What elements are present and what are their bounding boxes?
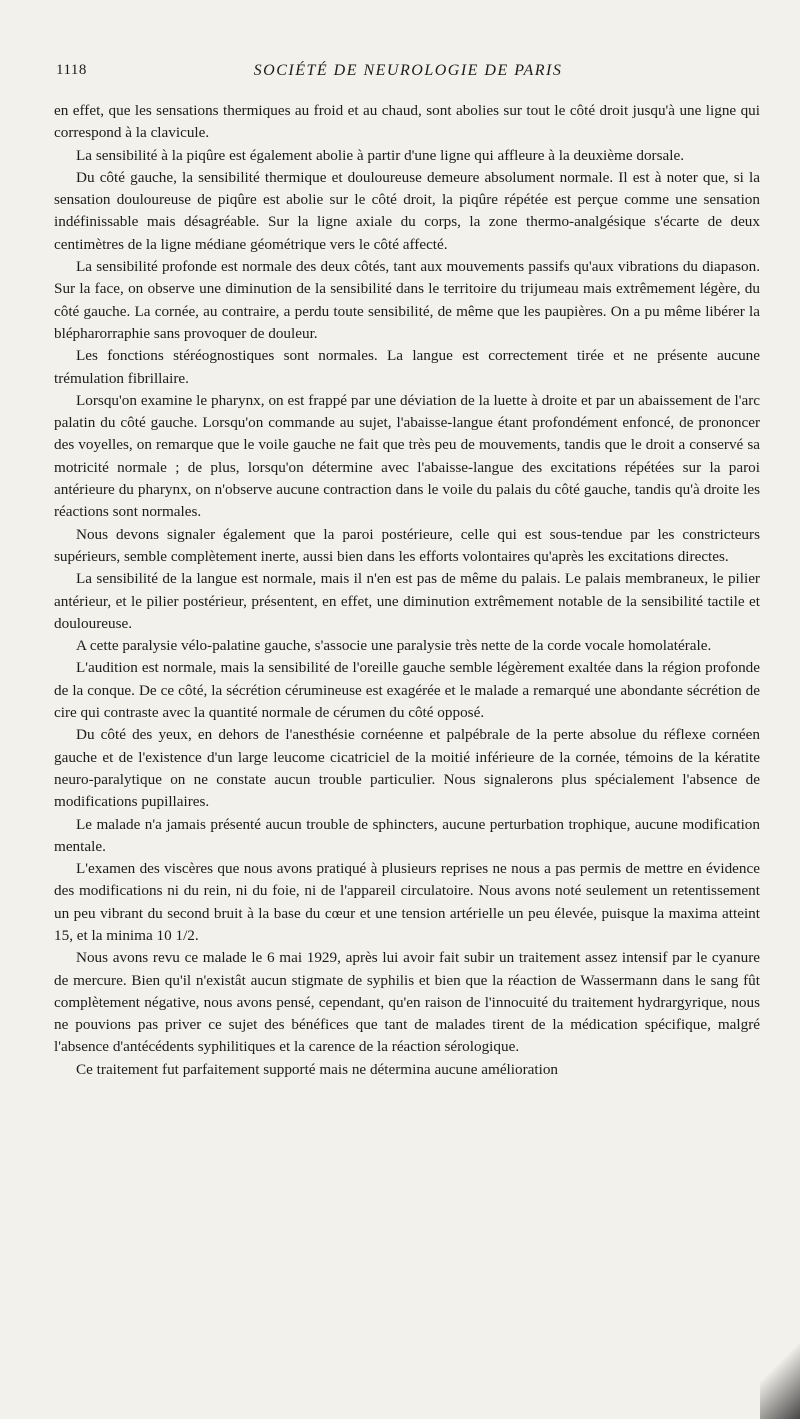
- paragraph: A cette paralysie vélo-palatine gauche, s'associe une paralysie très nette de la corde vocale homolatérale.: [76, 637, 712, 655]
- paragraph: Ce traitement fut parfaitement supporté mais ne détermina aucune amélioration: [76, 1060, 559, 1078]
- page-header: [56, 62, 760, 84]
- page-number: 1118: [56, 62, 87, 78]
- scan-edge-shadow: [760, 1329, 800, 1419]
- paragraph: L'audition est normale, mais la sensibilité de l'oreille gauche semble légèrement exaltée dans la région profonde de la conque. De ce côté, la sécrétion cérumineuse est exagérée et le malade a remarqué une abondante sécrétion de cire qui contraste avec la quantité normale de cérumen du côté opposé.: [54, 659, 760, 722]
- paragraph: L'examen des viscères que nous avons pratiqué à plusieurs reprises ne nous a pas permis de mettre en évidence des modifications ni du rein, ni du foie, ni de l'appareil circulatoire. Nous avons noté seulement un retentissement un peu vibrant du second bruit à la base du cœur et une tension artérielle un peu élevée, puisque la maxima atteint 15, et la minima 10 1/2.: [54, 860, 760, 944]
- paragraph: Nous avons revu ce malade le 6 mai 1929, après lui avoir fait subir un traitement assez intensif par le cyanure de mercure. Bien qu'il n'existât aucun stigmate de syphilis et bien que la réaction de Wassermann dans le sang fût complètement négative, nous avons pensé, cependant, qu'en raison de l'innocuité du traitement hydrargyrique, nous ne pouvions pas priver ce sujet des bénéfices que tant de malades tirent de la médication spécifique, malgré l'absence d'antécédents syphilitiques et la carence de la réaction sérologique.: [54, 949, 760, 1056]
- paragraph: Du côté gauche, la sensibilité thermique et douloureuse demeure absolument normale. Il est à noter que, si la sensation douloureuse de piqûre est abolie sur le côté droit, la piqûre répétée est perçue comme une sensation indéfinissable mais désagréable. Sur la ligne axiale du corps, la zone thermo-analgésique s'écarte de deux centimètres de la ligne médiane géométrique vers le côté affecté.: [54, 168, 760, 253]
- paragraph: Les fonctions stéréognostiques sont normales. La langue est correctement tirée et ne présente aucune trémulation fibrillaire.: [54, 347, 760, 387]
- paragraph: La sensibilité profonde est normale des deux côtés, tant aux mouvements passifs qu'aux vibrations du diapason. Sur la face, on observe une diminution de la sensibilité dans le territoire du trijumeau mais extrêmement légère, du côté gauche. La cornée, au contraire, a perdu toute sensibilité, de même que les paupières. On a pu même libérer la blépharorraphie sans provoquer de douleur.: [54, 258, 760, 342]
- paragraph: La sensibilité à la piqûre est également abolie à partir d'une ligne qui affleure à la deuxième dorsale.: [76, 146, 685, 164]
- paragraph: Nous devons signaler également que la paroi postérieure, celle qui est sous-tendue par les constricteurs supérieurs, semble complètement inerte, aussi bien dans les efforts volontaires qu'après les excitations directes.: [54, 525, 760, 565]
- running-title: SOCIÉTÉ DE NEUROLOGIE DE PARIS: [253, 62, 563, 79]
- body-text: [54, 100, 760, 1081]
- paragraph: La sensibilité de la langue est normale, mais il n'en est pas de même du palais. Le palais membraneux, le pilier antérieur, et le pilier postérieur, présentent, en effet, une diminution extrêmement notable de la sensibilité tactile et douloureuse.: [54, 570, 760, 632]
- paragraph: en effet, que les sensations thermiques au froid et au chaud, sont abolies sur tout le côté droit jusqu'à une ligne qui correspond à la clavicule.: [54, 102, 760, 142]
- paragraph: Du côté des yeux, en dehors de l'anesthésie cornéenne et palpébrale de la perte absolue du réflexe cornéen gauche et de l'existence d'un large leucome cicatriciel de la moitié inférieure de la cornée, témoins de la kératite neuro-paralytique on ne constate aucun trouble particulier. Nous signalerons plus spécialement l'absence de modifications pupillaires.: [54, 726, 760, 811]
- paragraph: Lorsqu'on examine le pharynx, on est frappé par une déviation de la luette à droite et par un abaissement de l'arc palatin du côté gauche. Lorsqu'on commande au sujet, l'abaisse-langue étant profondément enfoncé, de prononcer des voyelles, on remarque que le voile gauche ne fait que très peu de mouvements, tandis que le droit a conservé sa motricité normale ; de plus, lorsqu'on détermine avec l'abaisse-langue des excitations répétées sur la paroi antérieure du pharynx, on n'observe aucune contraction dans le voile du palais du côté gauche, tandis qu'à droite les réactions sont normales.: [54, 391, 760, 521]
- paragraph: Le malade n'a jamais présenté aucun trouble de sphincters, aucune perturbation trophique, aucune modification mentale.: [54, 815, 760, 855]
